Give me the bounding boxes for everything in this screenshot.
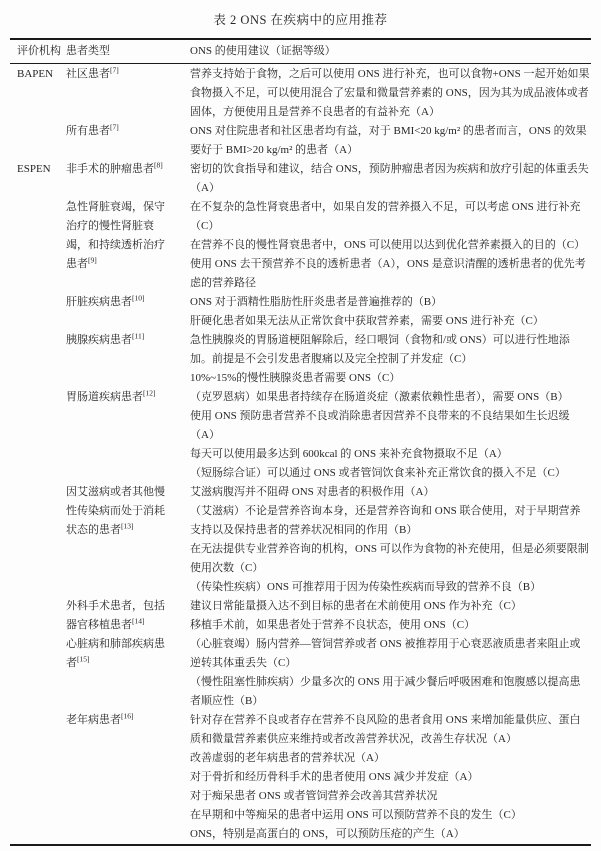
recommendations-cell (190, 331, 591, 388)
table-row (10, 198, 591, 293)
organization-cell (10, 293, 66, 331)
recommendation-paragraph: 针对存在营养不良或者存在营养不良风险的患者食用 ONS 来增加能量供应、蛋白质和微量营养素供应来维持或者改善营养状况，改善生存状况（A） (190, 714, 581, 745)
recommendation-paragraph: 急性胰腺炎的胃肠道梗阻解除后，经口喂饲（食物和/或 ONS）可以进行性地添加。前提是不会引发患者腹痛以及完全控制了并发症（C） (190, 334, 570, 365)
table-row (10, 483, 591, 597)
recommendations-cell (190, 711, 591, 845)
organization-cell (10, 331, 66, 388)
patient-type-label: 胰腺疾病患者 (66, 334, 132, 346)
recommendation-paragraph: 艾滋病腹泻并不阻碍 ONS 对患者的积极作用（A） (190, 486, 435, 498)
recommendation-paragraph: （慢性阻塞性肺疾病）少量多次的 ONS 用于减少餐后呼吸困难和饱腹感以提高患者顺应性（B） (190, 676, 581, 707)
organization-cell (10, 711, 66, 845)
column-header-patient-type: 患者类型 (66, 39, 190, 64)
recommendation-paragraph: 在不复杂的急性肾衰患者中，如果自发的营养摄入不足，可以考虑 ONS 进行补充（C） (190, 201, 581, 232)
patient-type-cell (66, 711, 190, 845)
recommendations-cell (190, 160, 591, 198)
recommendation-paragraph: 在无法提供专业营养咨询的机构，ONS 可以作为食物的补充使用，但是必须要限制使用次数（C） (190, 543, 589, 574)
recommendation-paragraph: （短肠综合证）可以通过 ONS 或者管饲饮食来补充正常饮食的摄入不足（C） (190, 467, 566, 479)
table-row (10, 64, 591, 123)
table-title: 表 2 ONS 在疾病中的应用推荐 (213, 13, 388, 27)
recommendation-paragraph: 移植手术前，如果患者处于营养不良状态，使用 ONS（C） (190, 619, 476, 631)
table-row (10, 122, 591, 160)
table-row (10, 293, 591, 331)
recommendation-paragraph: 建议日常能量摄入达不到目标的患者在术前使用 ONS 作为补充（C） (190, 600, 522, 612)
reference-superscript: [7] (110, 65, 119, 75)
patient-type-cell (66, 160, 190, 198)
recommendation-paragraph: 在营养不良的慢性肾衰患者中，ONS 可以使用以达到优化营养素摄入的目的（C） (190, 239, 586, 251)
patient-type-cell (66, 597, 190, 635)
organization-cell: ESPEN (17, 163, 51, 175)
recommendations-cell (190, 597, 591, 635)
recommendation-paragraph: ONS 对住院患者和社区患者均有益，对于 BMI<20 kg/m² 的患者而言，ONS 的效果要好于 BMI>20 kg/m² 的患者（A） (190, 125, 587, 156)
recommendation-paragraph: （传染性疾病）ONS 可推荐用于因为传染性疾病而导致的营养不良（B） (190, 581, 542, 593)
organization-cell (10, 597, 66, 635)
patient-type-cell (66, 388, 190, 483)
organization-cell (10, 122, 66, 160)
patient-type-cell (66, 331, 190, 388)
patient-type-cell (66, 635, 190, 711)
recommendation-paragraph: ONS，特别是高蛋白的 ONS，可以预防压疮的产生（A） (190, 828, 465, 840)
reference-superscript: [9] (88, 255, 97, 265)
column-header-recommendation: ONS 的使用建议（证据等级） (190, 39, 591, 64)
patient-type-label: 因艾滋病或者其他慢性传染病而处于消耗状态的患者 (66, 486, 165, 536)
recommendations-cell (190, 388, 591, 483)
reference-superscript: [13] (121, 521, 134, 531)
recommendation-paragraph: 对于痴呆患者 ONS 或者管饲营养会改善其营养状况 (190, 790, 438, 802)
patient-type-label: 肝脏疾病患者 (66, 296, 132, 308)
table-row (10, 160, 591, 198)
reference-superscript: [16] (121, 711, 134, 721)
recommendations-cell (190, 198, 591, 293)
recommendation-paragraph: （艾滋病）不论是营养咨询本身，还是营养咨询和 ONS 联合使用，对于早期营养支持以及保持患者的营养状况相同的作用（B） (190, 505, 581, 536)
recommendations-cell (190, 635, 591, 711)
ons-recommendation-table (10, 38, 591, 846)
patient-type-label: 急性肾脏衰竭，保守治疗的慢性肾脏衰竭，和持续透析治疗患者 (66, 201, 165, 270)
recommendations-cell (190, 483, 591, 597)
recommendation-paragraph: ONS 对于酒精性脂肪性肝炎患者是普遍推荐的（B） (190, 296, 443, 308)
patient-type-label: 心脏病和肺部疾病患者 (66, 638, 165, 669)
organization-cell (10, 635, 66, 711)
reference-superscript: [7] (110, 122, 119, 132)
organization-cell (10, 388, 66, 483)
organization-cell: BAPEN (17, 68, 54, 80)
organization-cell (10, 198, 66, 293)
patient-type-cell (66, 293, 190, 331)
patient-type-label: 社区患者 (66, 68, 110, 80)
patient-type-label: 非手术的肿瘤患者 (66, 163, 154, 175)
column-header-organization: 评价机构 (10, 39, 66, 64)
patient-type-cell (66, 198, 190, 293)
recommendation-paragraph: （克罗恩病）如果患者持续存在肠道炎症（激素依赖性患者），需要 ONS（B） (190, 391, 569, 403)
recommendation-paragraph: 10%~15%的慢性胰腺炎患者需要 ONS（C） (190, 372, 401, 384)
reference-superscript: [14] (132, 616, 145, 626)
patient-type-cell (66, 122, 190, 160)
reference-superscript: [8] (154, 160, 163, 170)
reference-superscript: [10] (132, 293, 145, 303)
recommendation-paragraph: （心脏衰竭）肠内营养—管饲营养或者 ONS 被推荐用于心衰恶液质患者来阻止或逆转其体重丢失（C） (190, 638, 581, 669)
table-row (10, 711, 591, 845)
recommendation-paragraph: 营养支持始于食物，之后可以使用 ONS 进行补充，也可以食物+ONS 一起开始如果食物摄入不足，可以使用混合了宏量和微量营养素的 ONS，因为其为成品液体或者固体，方便使用且是营养不良患者的有益补充（A） (190, 68, 590, 118)
recommendation-paragraph: 每天可以使用最多达到 600kcal 的 ONS 来补充食物摄取不足（A） (190, 448, 508, 460)
table-row (10, 331, 591, 388)
patient-type-label: 外科手术患者，包括器官移植患者 (66, 600, 165, 631)
recommendation-paragraph: 密切的饮食指导和建议，结合 ONS，预防肿瘤患者因为疾病和放疗引起的体重丢失（A） (190, 163, 589, 194)
reference-superscript: [11] (132, 331, 145, 341)
recommendations-cell (190, 293, 591, 331)
table-header (10, 39, 591, 64)
reference-superscript: [15] (77, 654, 90, 664)
table-body (10, 64, 591, 846)
header-row (10, 39, 591, 64)
recommendation-paragraph: 在早期和中等痴呆的患者中运用 ONS 可以预防营养不良的发生（C） (190, 809, 522, 821)
recommendations-cell (190, 64, 591, 123)
patient-type-label: 老年病患者 (66, 714, 121, 726)
patient-type-cell (66, 64, 190, 123)
patient-type-label: 所有患者 (66, 125, 110, 137)
reference-superscript: [12] (143, 388, 156, 398)
recommendation-paragraph: 肝硬化患者如果无法从正常饮食中获取营养素，需要 ONS 进行补充（C） (190, 315, 544, 327)
recommendation-paragraph: 改善虚弱的老年病患者的营养状况（A） (190, 752, 385, 764)
organization-cell (10, 483, 66, 597)
recommendations-cell (190, 122, 591, 160)
recommendation-paragraph: 使用 ONS 去干预营养不良的透析患者（A），ONS 是意识清醒的透析患者的优先考虑的营养路径 (190, 258, 586, 289)
patient-type-cell (66, 483, 190, 597)
patient-type-label: 胃肠道疾病患者 (66, 391, 143, 403)
recommendation-paragraph: 对于骨折和经历骨科手术的患者使用 ONS 减少并发症（A） (190, 771, 479, 783)
table-row (10, 597, 591, 635)
recommendation-paragraph: 使用 ONS 预防患者营养不良或消除患者因营养不良带来的不良结果如生长迟缓（A） (190, 410, 570, 441)
table-row (10, 635, 591, 711)
table-row (10, 388, 591, 483)
